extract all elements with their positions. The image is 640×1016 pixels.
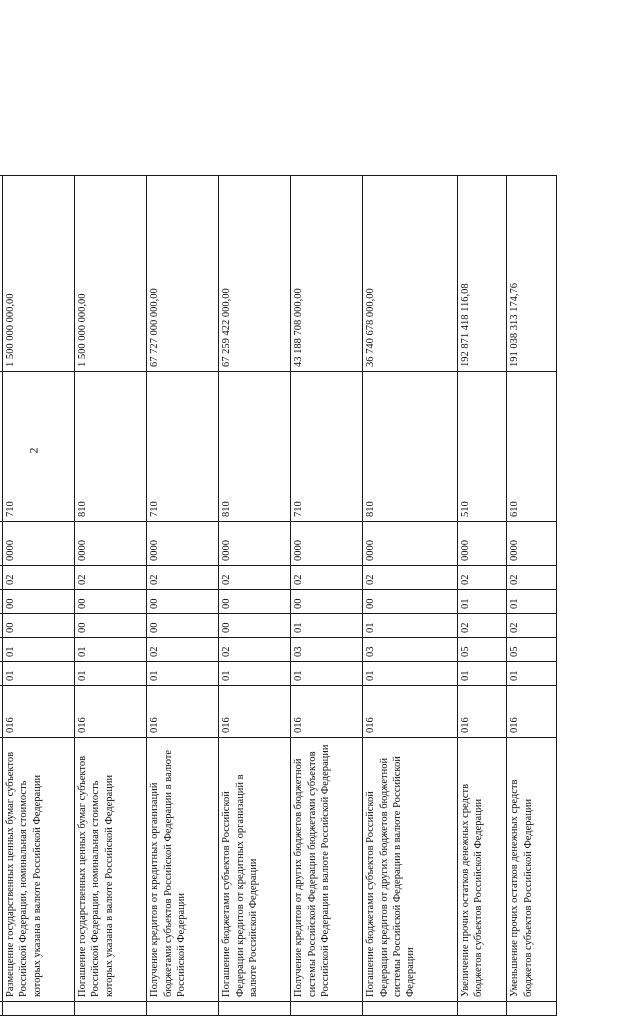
cell-description: Увеличение прочих остатков денежных средств бюджетов субъектов Российской Федерации [457, 738, 507, 1002]
cell-empty [75, 1002, 147, 1016]
cell-group: 01 [219, 662, 291, 686]
cell-subarticle: 00 [291, 590, 363, 614]
cell-program: 0000 [291, 522, 363, 566]
cell-group: 01 [291, 662, 363, 686]
cell-program: 0000 [75, 522, 147, 566]
table-row [291, 176, 363, 1016]
cell-description: Размещение государственных ценных бумаг субъектов Российской Федерации, номинальная стоимость которых указана в валюте Российской Федерации [3, 738, 75, 1002]
cell-subgroup: 05 [457, 638, 507, 662]
cell-subarticle: 00 [3, 590, 75, 614]
cell-article: 01 [291, 614, 363, 638]
cell-empty [3, 1002, 75, 1016]
cell-kosgu: 710 [291, 372, 363, 522]
cell-kosgu: 510 [457, 372, 507, 522]
cell-amount: 192 871 418 116,08 [457, 176, 507, 372]
cell-subgroup: 02 [219, 638, 291, 662]
cell-element: 02 [507, 566, 557, 590]
cell-subarticle: 01 [457, 590, 507, 614]
cell-subarticle: 00 [363, 590, 457, 614]
cell-amount: 43 188 708 000,00 [291, 176, 363, 372]
cell-group: 01 [147, 662, 219, 686]
table-row [457, 176, 507, 1016]
table-row [219, 176, 291, 1016]
cell-kosgu: 710 [3, 372, 75, 522]
cell-admin: 016 [147, 686, 219, 738]
cell-description: Погашение бюджетами субъектов Российской Федерации кредитов от других бюджетов бюджетной системы Российской Федерации в валюте Российской Федерации [363, 738, 457, 1002]
cell-subarticle: 00 [147, 590, 219, 614]
cell-program: 0000 [219, 522, 291, 566]
cell-group: 01 [3, 662, 75, 686]
rotated-table-sheet [0, 176, 557, 1016]
cell-empty [147, 1002, 219, 1016]
table-row [507, 176, 557, 1016]
table-row [3, 176, 75, 1016]
cell-admin: 016 [507, 686, 557, 738]
cell-subgroup: 02 [147, 638, 219, 662]
cell-admin: 016 [219, 686, 291, 738]
cell-amount: 36 740 678 000,00 [363, 176, 457, 372]
cell-program: 0000 [507, 522, 557, 566]
budget-sources-table [0, 175, 557, 1016]
table-row [75, 176, 147, 1016]
cell-element: 02 [291, 566, 363, 590]
cell-program: 0000 [3, 522, 75, 566]
cell-kosgu: 810 [75, 372, 147, 522]
cell-program: 0000 [457, 522, 507, 566]
cell-empty [507, 1002, 557, 1016]
cell-element: 02 [75, 566, 147, 590]
cell-subgroup: 01 [3, 638, 75, 662]
cell-group: 01 [75, 662, 147, 686]
cell-admin: 016 [363, 686, 457, 738]
cell-group: 01 [507, 662, 557, 686]
cell-amount: 1 500 000 000,00 [3, 176, 75, 372]
cell-amount: 191 038 313 174,76 [507, 176, 557, 372]
cell-empty [363, 1002, 457, 1016]
cell-description: Погашение бюджетами субъектов Российской Федерации кредитов от кредитных организаций в валюте Российской Федерации [219, 738, 291, 1002]
cell-admin: 016 [3, 686, 75, 738]
cell-subgroup: 05 [507, 638, 557, 662]
table-row [147, 176, 219, 1016]
cell-subgroup: 03 [363, 638, 457, 662]
cell-element: 02 [363, 566, 457, 590]
cell-subgroup: 01 [75, 638, 147, 662]
cell-subgroup: 03 [291, 638, 363, 662]
cell-kosgu: 710 [147, 372, 219, 522]
cell-element: 02 [3, 566, 75, 590]
cell-group: 01 [457, 662, 507, 686]
cell-element: 02 [219, 566, 291, 590]
cell-element: 02 [147, 566, 219, 590]
cell-empty [219, 1002, 291, 1016]
cell-subarticle: 00 [219, 590, 291, 614]
cell-article: 00 [75, 614, 147, 638]
cell-description: Получение кредитов от кредитных организаций бюджетами субъектов Российской Федерации в валюте Российской Федерации [147, 738, 219, 1002]
cell-article: 02 [507, 614, 557, 638]
cell-empty [291, 1002, 363, 1016]
cell-subarticle: 01 [507, 590, 557, 614]
table-body [3, 176, 557, 1016]
cell-amount: 1 500 000 000,00 [75, 176, 147, 372]
page-number: 2 [26, 447, 41, 454]
cell-description: Получение кредитов от других бюджетов бюджетной системы Российской Федерации бюджетами субъектов Российской Федерации в валюте Российской Федерации [291, 738, 363, 1002]
cell-article: 00 [219, 614, 291, 638]
cell-amount: 67 727 000 000,00 [147, 176, 219, 372]
cell-program: 0000 [363, 522, 457, 566]
cell-element: 02 [457, 566, 507, 590]
cell-article: 01 [363, 614, 457, 638]
cell-kosgu: 810 [219, 372, 291, 522]
cell-admin: 016 [457, 686, 507, 738]
cell-description: Уменьшение прочих остатков денежных средств бюджетов субъектов Российской Федерации [507, 738, 557, 1002]
cell-subarticle: 00 [75, 590, 147, 614]
cell-description: Погашение государственных ценных бумаг субъектов Российской Федерации, номинальная стоимость которых указана в валюте Российской Федерации [75, 738, 147, 1002]
cell-kosgu: 610 [507, 372, 557, 522]
cell-article: 02 [457, 614, 507, 638]
cell-amount: 67 259 422 000,00 [219, 176, 291, 372]
cell-article: 00 [3, 614, 75, 638]
cell-kosgu: 810 [363, 372, 457, 522]
cell-group: 01 [363, 662, 457, 686]
cell-empty [457, 1002, 507, 1016]
cell-admin: 016 [291, 686, 363, 738]
table-row [363, 176, 457, 1016]
cell-admin: 016 [75, 686, 147, 738]
cell-program: 0000 [147, 522, 219, 566]
cell-article: 00 [147, 614, 219, 638]
